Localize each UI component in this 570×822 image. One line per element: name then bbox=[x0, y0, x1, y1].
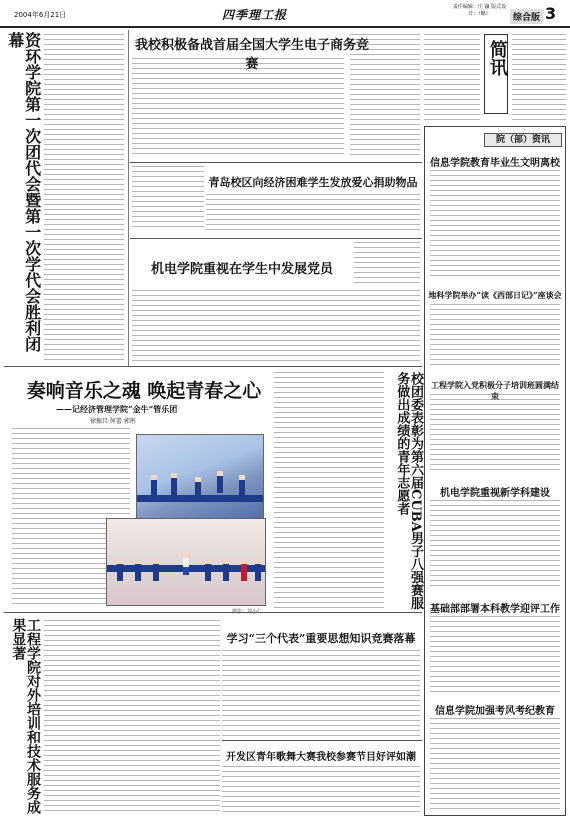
article-body-music-col bbox=[274, 372, 384, 608]
article-body-resources bbox=[44, 34, 124, 360]
article-body-engineering bbox=[44, 620, 220, 814]
article-body-jidian bbox=[132, 290, 420, 362]
jianxun-body-right bbox=[512, 34, 566, 120]
sidebar-item-0: 信息学院教育毕业生文明离校 bbox=[430, 158, 560, 169]
headline-qingdao: 青岛校区向经济困难学生发放爱心捐助物品 bbox=[208, 176, 418, 189]
editor-meta: 责任编辑：庄 瀛 版式设计：（略） bbox=[452, 4, 507, 17]
masthead bbox=[0, 0, 570, 28]
issue-date: 2004年6月21日 bbox=[14, 11, 67, 19]
sidebar-body-5 bbox=[430, 718, 560, 812]
photo-band-closeup bbox=[136, 434, 264, 530]
headline-music: 奏响音乐之魂 唤起青春之心 bbox=[26, 380, 262, 402]
article-body-qingdao-intro bbox=[132, 166, 204, 230]
article-body-jidian-top bbox=[354, 242, 420, 286]
sidebar-item-4: 基础部部署本科教学迎评工作 bbox=[430, 604, 560, 615]
sidebar-body-4 bbox=[430, 616, 560, 694]
photo-band-formation bbox=[106, 518, 266, 606]
headline-kaifa-contest: 开发区青年歌舞大赛我校参赛节目好评如潮 bbox=[226, 752, 416, 763]
article-body-qingdao bbox=[206, 194, 420, 234]
article-body-ecommerce-col bbox=[350, 34, 420, 158]
headline-resources-congress: 资环学院第一次团代会暨第一次学代会胜利闭幕 bbox=[5, 32, 42, 352]
page-number: 3 bbox=[545, 4, 557, 23]
headline-engineering-training: 工程学院对外培训和技术服务成果显著 bbox=[10, 618, 41, 814]
headline-ecommerce: 我校积极备战首届全国大学生电子商务竞赛 bbox=[134, 38, 369, 72]
article-body-kaifa bbox=[222, 766, 420, 814]
sidebar-body-0 bbox=[430, 170, 560, 280]
headline-jidian-party: 机电学院重视在学生中发展党员 bbox=[150, 262, 333, 277]
section-badge: 综合版 bbox=[510, 9, 543, 24]
article-body-ecommerce bbox=[132, 58, 344, 158]
sidebar-body-3 bbox=[430, 500, 560, 588]
sidebar-header: 院（部）资讯 bbox=[484, 133, 562, 147]
byline-music: 徐振昌 何蕾 郭彤 bbox=[90, 418, 136, 425]
sidebar-body-2 bbox=[430, 394, 560, 474]
headline-cuba-volunteers: 校团委表彰为第六届CUBA男子八强赛服务做出成绩的青年志愿者 bbox=[394, 372, 423, 610]
sidebar-item-5: 信息学院加强考风考纪教育 bbox=[435, 706, 555, 717]
article-body-three-represents bbox=[222, 650, 420, 736]
jianxun-label: 简讯 bbox=[486, 40, 508, 76]
sidebar-body-1 bbox=[430, 304, 560, 368]
sidebar-item-2: 工程学院入党积极分子培训班圆满结束 bbox=[431, 380, 559, 401]
paper-name: 四季理工报 bbox=[222, 8, 288, 22]
sidebar-item-3: 机电学院重视新学科建设 bbox=[440, 488, 550, 499]
headline-three-represents: 学习“三个代表”重要思想知识竞赛落幕 bbox=[226, 632, 416, 645]
subheadline-music: ——记经济管理学院“金牛”管乐团 bbox=[56, 404, 178, 414]
jianxun-body-left bbox=[424, 34, 480, 120]
sidebar-item-1: 地科学院举办“读《西部日记》”座谈会 bbox=[428, 290, 562, 300]
